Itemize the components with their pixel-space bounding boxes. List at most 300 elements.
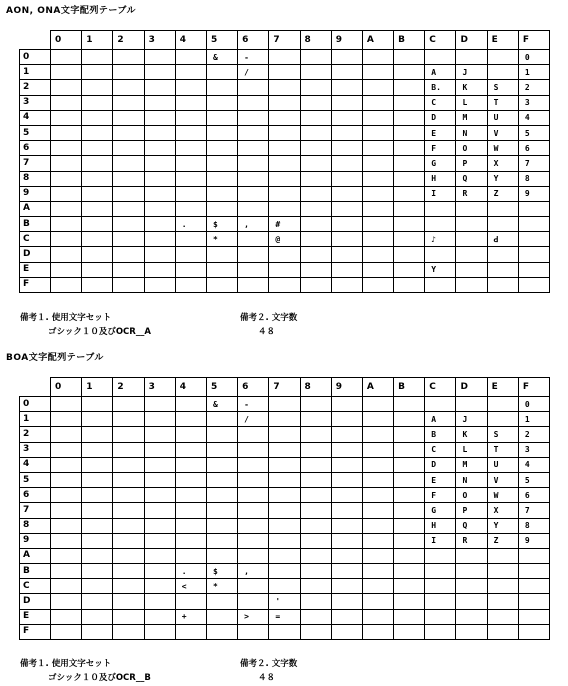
- character-cell: [300, 262, 331, 277]
- character-cell: #: [269, 217, 300, 232]
- character-cell: [144, 624, 175, 639]
- character-cell: C: [425, 442, 456, 457]
- character-cell: [144, 217, 175, 232]
- character-cell: [394, 65, 425, 80]
- character-cell: J: [456, 65, 487, 80]
- character-cell: [113, 503, 144, 518]
- character-cell: [113, 141, 144, 156]
- character-cell: ,: [238, 217, 269, 232]
- character-cell: U: [487, 110, 518, 125]
- table2-note2-value: ４８: [258, 673, 276, 683]
- character-cell: [269, 518, 300, 533]
- row-header: B: [20, 564, 51, 579]
- character-cell: Q: [456, 518, 487, 533]
- character-cell: [362, 247, 393, 262]
- character-cell: [269, 472, 300, 487]
- character-cell: [394, 503, 425, 518]
- character-cell: [51, 412, 82, 427]
- row-header: F: [20, 624, 51, 639]
- character-cell: [113, 247, 144, 262]
- character-cell: [487, 397, 518, 412]
- character-cell: [394, 201, 425, 216]
- character-cell: [331, 579, 362, 594]
- row-header: F: [20, 277, 51, 292]
- character-cell: [331, 427, 362, 442]
- character-cell: [144, 80, 175, 95]
- character-cell: T: [487, 95, 518, 110]
- character-cell: [82, 533, 113, 548]
- character-cell: [300, 472, 331, 487]
- character-cell: Q: [456, 171, 487, 186]
- character-cell: [144, 427, 175, 442]
- character-cell: [362, 50, 393, 65]
- character-cell: [331, 548, 362, 563]
- character-cell: [113, 217, 144, 232]
- character-cell: [238, 110, 269, 125]
- character-cell: 7: [518, 156, 549, 171]
- character-cell: 9: [518, 186, 549, 201]
- character-cell: M: [456, 110, 487, 125]
- character-cell: [269, 624, 300, 639]
- character-cell: [206, 171, 237, 186]
- character-cell: ♪: [425, 232, 456, 247]
- character-cell: [238, 624, 269, 639]
- character-cell: [331, 262, 362, 277]
- character-cell: [331, 141, 362, 156]
- character-cell: [269, 80, 300, 95]
- character-cell: [425, 50, 456, 65]
- character-cell: [300, 156, 331, 171]
- character-cell: [518, 564, 549, 579]
- character-cell: U: [487, 457, 518, 472]
- character-cell: [394, 472, 425, 487]
- character-cell: W: [487, 488, 518, 503]
- character-cell: [144, 472, 175, 487]
- character-cell: D: [425, 110, 456, 125]
- character-cell: [82, 50, 113, 65]
- character-cell: [456, 262, 487, 277]
- character-cell: [238, 488, 269, 503]
- character-cell: [238, 518, 269, 533]
- column-header: 4: [175, 378, 206, 397]
- character-cell: [206, 95, 237, 110]
- character-cell: [113, 472, 144, 487]
- character-cell: [269, 548, 300, 563]
- character-cell: [175, 232, 206, 247]
- character-cell: [175, 171, 206, 186]
- character-cell: [51, 141, 82, 156]
- character-cell: [238, 579, 269, 594]
- character-cell: [144, 50, 175, 65]
- character-cell: [175, 156, 206, 171]
- character-cell: [300, 579, 331, 594]
- character-cell: [144, 110, 175, 125]
- character-cell: [82, 564, 113, 579]
- character-cell: [206, 548, 237, 563]
- character-cell: [456, 579, 487, 594]
- character-cell: [394, 518, 425, 533]
- row-header: 4: [20, 457, 51, 472]
- character-cell: [269, 156, 300, 171]
- character-cell: [518, 624, 549, 639]
- character-cell: [269, 95, 300, 110]
- character-cell: [82, 156, 113, 171]
- character-cell: [456, 277, 487, 292]
- character-cell: [51, 397, 82, 412]
- column-header: F: [518, 378, 549, 397]
- row-header: 6: [20, 141, 51, 156]
- character-cell: S: [487, 427, 518, 442]
- character-cell: [394, 171, 425, 186]
- character-cell: [113, 201, 144, 216]
- character-cell: [331, 110, 362, 125]
- table-row: [20, 186, 550, 201]
- character-cell: [144, 156, 175, 171]
- character-cell: [518, 579, 549, 594]
- character-cell: [362, 186, 393, 201]
- table-row: [20, 247, 550, 262]
- character-cell: [331, 171, 362, 186]
- character-cell: [331, 232, 362, 247]
- column-header: D: [456, 378, 487, 397]
- table-row: [20, 472, 550, 487]
- character-cell: $: [206, 217, 237, 232]
- column-header: D: [456, 31, 487, 50]
- character-cell: [394, 50, 425, 65]
- character-cell: D: [425, 457, 456, 472]
- row-header: 5: [20, 125, 51, 140]
- character-cell: [425, 579, 456, 594]
- character-cell: [175, 277, 206, 292]
- character-cell: B: [425, 427, 456, 442]
- character-cell: 0: [518, 397, 549, 412]
- character-cell: [394, 427, 425, 442]
- character-cell: [206, 412, 237, 427]
- character-cell: [51, 624, 82, 639]
- character-cell: [394, 564, 425, 579]
- character-cell: H: [425, 518, 456, 533]
- character-cell: [51, 262, 82, 277]
- character-cell: [82, 201, 113, 216]
- character-cell: [175, 457, 206, 472]
- character-cell: [51, 518, 82, 533]
- table-row: [20, 548, 550, 563]
- table-row: [20, 95, 550, 110]
- character-cell: R: [456, 186, 487, 201]
- table-row: [20, 110, 550, 125]
- character-cell: [362, 609, 393, 624]
- character-cell: [300, 141, 331, 156]
- character-cell: [113, 65, 144, 80]
- character-cell: [518, 217, 549, 232]
- character-cell: [269, 427, 300, 442]
- character-cell: [144, 564, 175, 579]
- character-cell: [144, 201, 175, 216]
- row-header: 5: [20, 472, 51, 487]
- character-cell: N: [456, 125, 487, 140]
- character-cell: [300, 488, 331, 503]
- character-cell: [300, 442, 331, 457]
- character-cell: [82, 95, 113, 110]
- character-cell: [300, 427, 331, 442]
- character-cell: 3: [518, 442, 549, 457]
- table-row: [20, 564, 550, 579]
- character-cell: L: [456, 95, 487, 110]
- table-row: [20, 412, 550, 427]
- column-header: E: [487, 378, 518, 397]
- character-cell: [362, 217, 393, 232]
- character-cell: [269, 247, 300, 262]
- character-cell: [331, 201, 362, 216]
- character-cell: [113, 125, 144, 140]
- row-header: 0: [20, 50, 51, 65]
- character-cell: [456, 247, 487, 262]
- character-cell: [300, 412, 331, 427]
- corner-cell: [20, 378, 51, 397]
- character-cell: [487, 594, 518, 609]
- row-header: 9: [20, 533, 51, 548]
- character-cell: [206, 594, 237, 609]
- character-cell: [269, 125, 300, 140]
- column-header: 1: [82, 31, 113, 50]
- character-cell: [238, 277, 269, 292]
- character-cell: [51, 95, 82, 110]
- character-cell: [394, 442, 425, 457]
- character-cell: [487, 548, 518, 563]
- character-cell: [456, 548, 487, 563]
- character-cell: [518, 277, 549, 292]
- row-header: E: [20, 609, 51, 624]
- character-cell: [206, 533, 237, 548]
- character-cell: [51, 217, 82, 232]
- table-row: [20, 262, 550, 277]
- character-cell: [206, 262, 237, 277]
- row-header: A: [20, 548, 51, 563]
- character-cell: [144, 548, 175, 563]
- character-cell: [394, 624, 425, 639]
- table-row: [20, 594, 550, 609]
- column-header: 6: [238, 378, 269, 397]
- character-cell: [82, 518, 113, 533]
- character-cell: [113, 110, 144, 125]
- character-cell: [362, 457, 393, 472]
- table1-note2-value: ４８: [258, 327, 276, 337]
- character-cell: [82, 472, 113, 487]
- character-cell: [113, 80, 144, 95]
- character-cell: [362, 564, 393, 579]
- character-cell: [113, 171, 144, 186]
- character-cell: [206, 247, 237, 262]
- character-cell: [144, 609, 175, 624]
- character-cell: [238, 594, 269, 609]
- character-cell: [269, 442, 300, 457]
- character-cell: 6: [518, 141, 549, 156]
- character-cell: [362, 533, 393, 548]
- character-cell: [175, 503, 206, 518]
- column-header: 2: [113, 378, 144, 397]
- character-cell: [82, 609, 113, 624]
- character-table-2: [19, 377, 550, 640]
- character-cell: [51, 201, 82, 216]
- character-cell: [175, 412, 206, 427]
- column-header: 9: [331, 31, 362, 50]
- character-cell: [144, 171, 175, 186]
- character-cell: [144, 277, 175, 292]
- character-cell: [144, 65, 175, 80]
- character-cell: [113, 533, 144, 548]
- row-header: C: [20, 579, 51, 594]
- character-cell: [518, 201, 549, 216]
- column-header: 7: [269, 31, 300, 50]
- character-cell: [82, 171, 113, 186]
- character-cell: [300, 624, 331, 639]
- character-cell: [51, 457, 82, 472]
- character-cell: &: [206, 50, 237, 65]
- character-cell: [362, 518, 393, 533]
- character-cell: A: [425, 412, 456, 427]
- character-cell: [425, 217, 456, 232]
- character-cell: [113, 397, 144, 412]
- column-header: B: [394, 31, 425, 50]
- character-cell: [82, 503, 113, 518]
- character-cell: [113, 427, 144, 442]
- character-cell: [144, 412, 175, 427]
- character-cell: [269, 412, 300, 427]
- character-cell: [394, 217, 425, 232]
- character-cell: [82, 141, 113, 156]
- character-cell: [175, 518, 206, 533]
- character-cell: [331, 624, 362, 639]
- character-cell: [331, 412, 362, 427]
- row-header: 1: [20, 65, 51, 80]
- character-cell: [269, 533, 300, 548]
- character-cell: [487, 579, 518, 594]
- character-cell: [362, 427, 393, 442]
- character-cell: /: [238, 65, 269, 80]
- column-header: 0: [51, 378, 82, 397]
- character-cell: [82, 442, 113, 457]
- table-row: [20, 624, 550, 639]
- character-cell: [425, 564, 456, 579]
- corner-cell: [20, 31, 51, 50]
- character-cell: [82, 548, 113, 563]
- character-cell: [51, 110, 82, 125]
- character-cell: [425, 624, 456, 639]
- character-cell: [238, 247, 269, 262]
- row-header: 8: [20, 518, 51, 533]
- character-cell: [456, 609, 487, 624]
- character-cell: [113, 518, 144, 533]
- character-cell: [206, 125, 237, 140]
- character-cell: [300, 232, 331, 247]
- character-cell: .: [175, 564, 206, 579]
- character-cell: [394, 141, 425, 156]
- character-cell: [331, 80, 362, 95]
- column-header: A: [362, 378, 393, 397]
- table-row: [20, 518, 550, 533]
- character-cell: [175, 624, 206, 639]
- character-cell: [518, 232, 549, 247]
- character-cell: [487, 277, 518, 292]
- character-cell: [113, 564, 144, 579]
- character-cell: 6: [518, 488, 549, 503]
- character-cell: [51, 472, 82, 487]
- character-cell: A: [425, 65, 456, 80]
- character-cell: [331, 533, 362, 548]
- character-cell: [300, 247, 331, 262]
- character-cell: [238, 141, 269, 156]
- character-cell: [113, 488, 144, 503]
- character-cell: [206, 518, 237, 533]
- character-cell: [394, 232, 425, 247]
- character-cell: [331, 125, 362, 140]
- character-cell: [144, 232, 175, 247]
- character-cell: X: [487, 503, 518, 518]
- character-cell: [51, 442, 82, 457]
- character-cell: 7: [518, 503, 549, 518]
- row-header: 9: [20, 186, 51, 201]
- table-row: [20, 141, 550, 156]
- table-row: [20, 65, 550, 80]
- table-row: [20, 125, 550, 140]
- character-cell: [331, 488, 362, 503]
- character-cell: [238, 503, 269, 518]
- character-cell: [51, 533, 82, 548]
- character-cell: [331, 156, 362, 171]
- character-cell: [331, 594, 362, 609]
- character-cell: ': [269, 594, 300, 609]
- character-cell: [51, 579, 82, 594]
- character-cell: 1: [518, 412, 549, 427]
- character-cell: [425, 397, 456, 412]
- character-cell: [331, 277, 362, 292]
- character-cell: [300, 609, 331, 624]
- character-cell: [144, 457, 175, 472]
- row-header: E: [20, 262, 51, 277]
- character-cell: [331, 397, 362, 412]
- character-cell: [362, 171, 393, 186]
- row-header: 3: [20, 442, 51, 457]
- column-header: 7: [269, 378, 300, 397]
- table1-title: AON, ONA文字配列テーブル: [6, 6, 137, 16]
- character-cell: Z: [487, 533, 518, 548]
- column-header: C: [425, 31, 456, 50]
- character-cell: [362, 594, 393, 609]
- character-cell: [175, 442, 206, 457]
- character-cell: [113, 95, 144, 110]
- character-cell: -: [238, 397, 269, 412]
- table-row: [20, 232, 550, 247]
- character-cell: [300, 125, 331, 140]
- character-cell: [269, 186, 300, 201]
- character-cell: [82, 262, 113, 277]
- character-cell: [238, 201, 269, 216]
- character-cell: [487, 609, 518, 624]
- character-cell: [394, 186, 425, 201]
- character-cell: [394, 277, 425, 292]
- character-cell: [269, 579, 300, 594]
- character-cell: [175, 95, 206, 110]
- row-header: A: [20, 201, 51, 216]
- character-cell: /: [238, 412, 269, 427]
- character-cell: 5: [518, 472, 549, 487]
- character-cell: [175, 397, 206, 412]
- character-cell: [394, 594, 425, 609]
- character-cell: [300, 110, 331, 125]
- character-cell: [206, 427, 237, 442]
- character-cell: ,: [238, 564, 269, 579]
- character-cell: [51, 503, 82, 518]
